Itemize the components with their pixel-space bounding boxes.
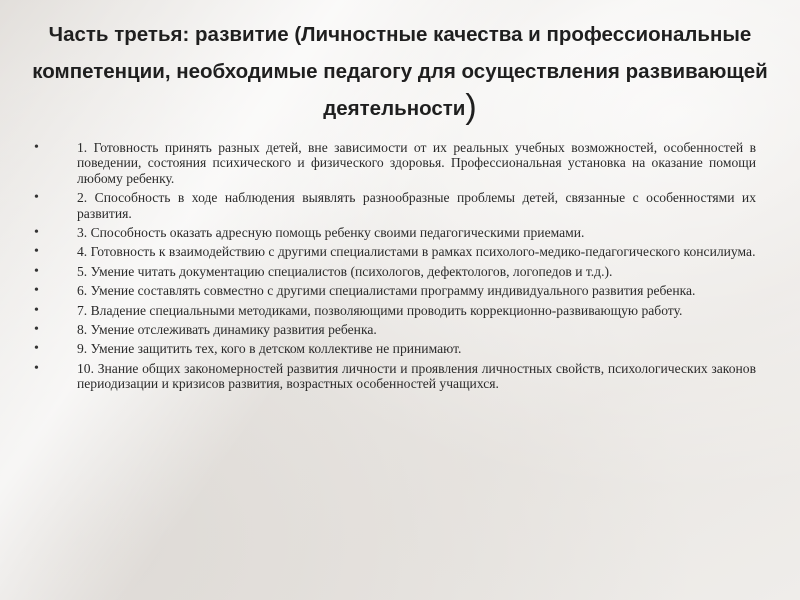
list-item-text: 6. Умение составлять совместно с другими специалистами программу индивидуального развития ребенка. <box>77 283 696 299</box>
list-item <box>34 190 756 221</box>
list-item-text: 1. Готовность принять разных детей, вне зависимости от их реальных учебных возможностей, особенностей в поведении, состояния психического и физического здоровья. Профессиональная установка на оказание помощи любому ребенку. <box>77 140 756 186</box>
bullet-icon: • <box>34 302 39 318</box>
list-item-text: 9. Умение защитить тех, кого в детском коллективе не принимают. <box>77 341 462 357</box>
bullet-icon: • <box>34 225 39 241</box>
list-item-text: 7. Владение специальными методиками, позволяющими проводить коррекционно-развивающую работу. <box>77 302 683 318</box>
list-item <box>34 341 756 356</box>
bullet-icon: • <box>34 341 39 357</box>
list-item <box>34 283 756 298</box>
list-item <box>34 322 756 337</box>
list-item-text: 3. Способность оказать адресную помощь ребенку своими педагогическими приемами. <box>77 225 585 241</box>
list-item <box>34 361 756 392</box>
list-item-text: 4. Готовность к взаимодействию с другими специалистами в рамках психолого-медико-педагогического консилиума. <box>77 244 756 260</box>
bullet-icon: • <box>34 244 39 260</box>
list-item <box>34 140 756 186</box>
bullet-icon: • <box>34 283 39 299</box>
slide-title-text: Часть третья: развитие (Личностные качества и профессиональные компетенции, необходимые педагогу для осуществления развивающей деятельности <box>32 23 768 120</box>
list-item <box>34 264 756 279</box>
list-item-text: 2. Способность в ходе наблюдения выявлять разнообразные проблемы детей, связанные с особенностями их развития. <box>77 190 756 221</box>
list-item-text: 8. Умение отслеживать динамику развития ребенка. <box>77 322 377 338</box>
bullet-icon: • <box>34 322 39 338</box>
bullet-list <box>34 140 756 396</box>
slide-title <box>20 16 780 127</box>
list-item-text: 10. Знание общих закономерностей развития личности и проявления личностных свойств, психологических законов периодизации и кризисов развития, возрастных особенностей учащихся. <box>77 360 756 392</box>
list-item <box>34 244 756 259</box>
bullet-icon: • <box>34 360 39 376</box>
slide-title-close-paren: ) <box>465 88 477 126</box>
bullet-icon: • <box>34 140 39 155</box>
list-item-text: 5. Умение читать документацию специалистов (психологов, дефектологов, логопедов и т.д.). <box>77 263 613 279</box>
list-item <box>34 303 756 318</box>
bullet-icon: • <box>34 190 39 206</box>
list-item <box>34 225 756 240</box>
bullet-icon: • <box>34 263 39 279</box>
